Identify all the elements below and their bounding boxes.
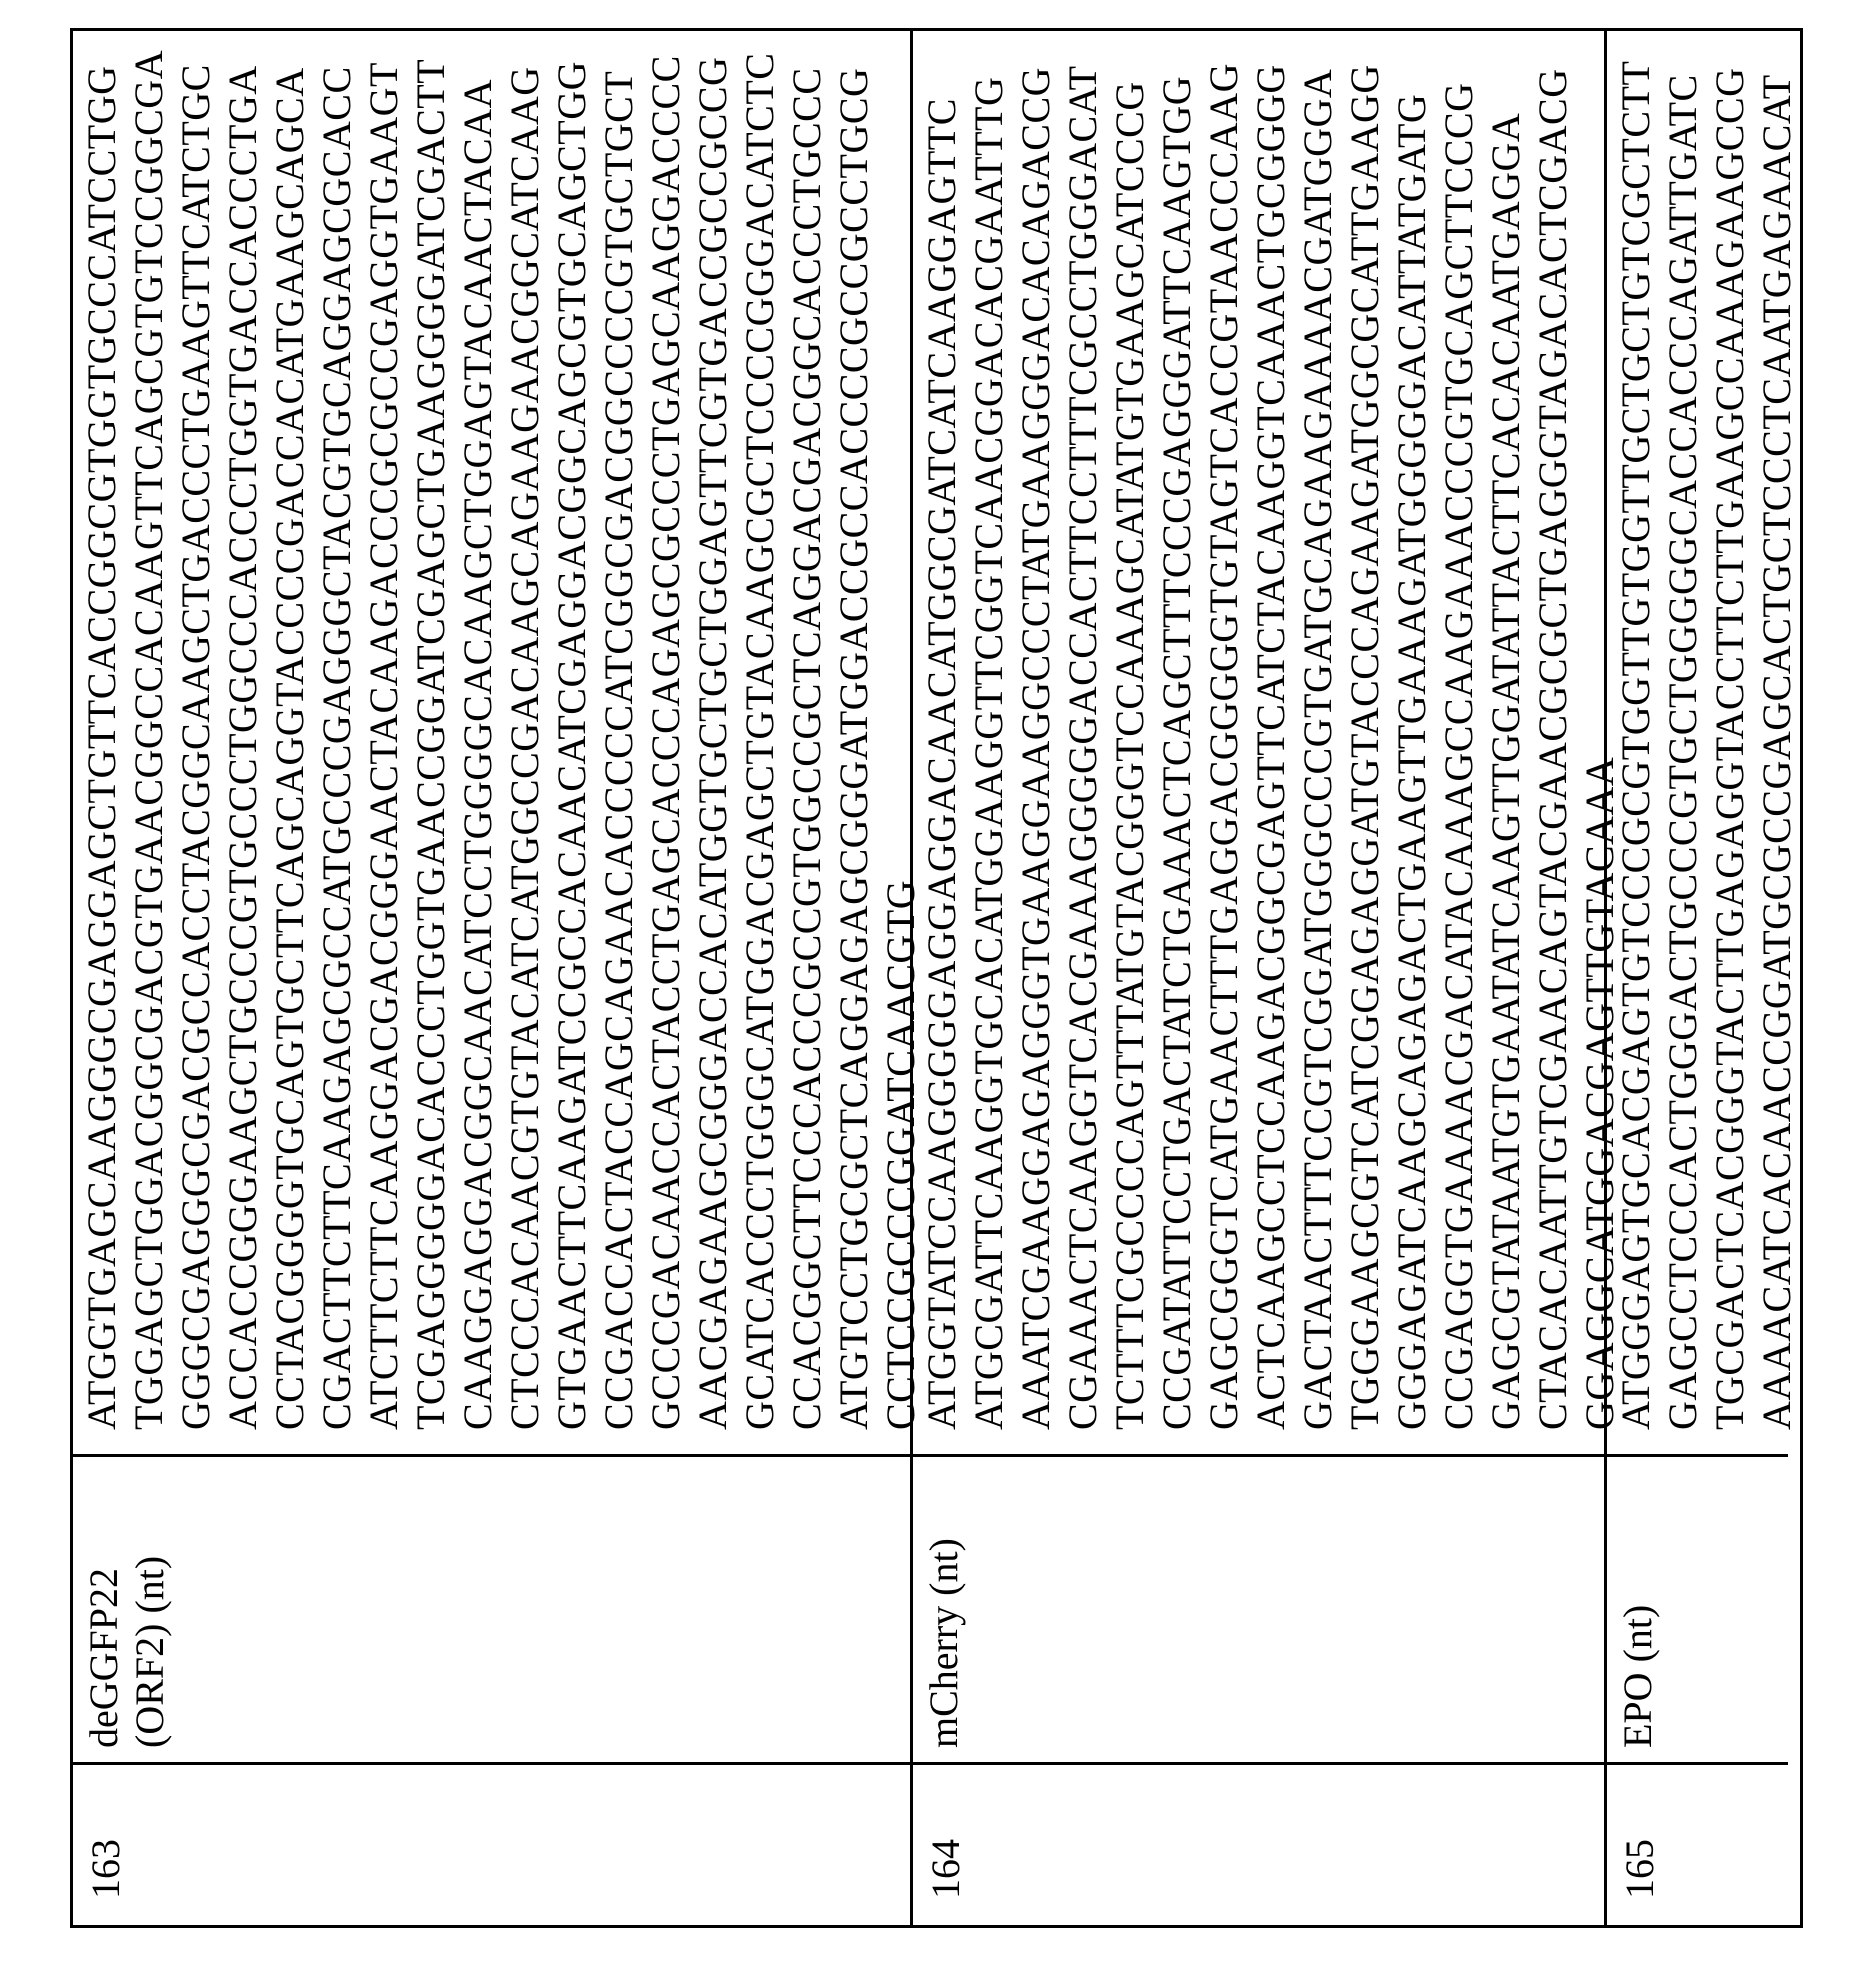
sequence-line: GCATCACCCTGGGCATGGACGAGCTGTACAAGCGCTCCCCGGGACATCTC (737, 52, 782, 1430)
sequence-line: TGGAGCTGGACGGCGACGTGAACGGCCACAAGTTCAGCGTGTCCGGCGA (126, 49, 171, 1430)
sequence-line: AAATCGAAGGAGAGGGTGAAGGAAGGCCCTATGAAGGGACACAGACCG (1013, 66, 1058, 1430)
sequence-line: CTACACAATTGTCGAACAGTACGAACGCGCTGAGGGTAGACACTCGACG (1530, 68, 1575, 1430)
sequence-line: GGAGGCATGGACGAGTTGTACAAA (1577, 756, 1622, 1430)
seq-label-cell (1607, 1454, 1788, 1762)
sequence-line: CAAGGAGGACGGCAACATCCTGGGGCACAAGCTGGAGTACAACTACAA (455, 79, 500, 1430)
seq-text-cell (1607, 31, 1799, 1454)
seq-label-cell (73, 1454, 910, 1762)
sequence-line: GAGCGGGTCATGAACTTTGAGGACGGGGGTGTAGTCACCGTAACCCAAG (1201, 63, 1246, 1430)
sequence-line: CGAAACTCAAGGTCACGAAAGGGGGACCACTTCCTTTCGCCTGGGACAT (1060, 65, 1105, 1430)
sequence-line: CCTACGGGGTGCAGTGCTTCAGCAGGTACCCCGACCACATGAAGCAGCA (267, 67, 312, 1430)
sequence-listing-table (70, 28, 1803, 1928)
sequence-line: AAAACATCACAACCGGATGCGCCGAGCACTGCTCCCTCAATGAGAACAT (1754, 74, 1799, 1430)
table-row (1604, 31, 1799, 1925)
seq-label-line: EPO (nt) (1615, 1604, 1660, 1748)
sequence-line: GAGCGTATAATGTGAATATCAAGTTGGATATTACTTCACACAATGAGGA (1483, 112, 1528, 1430)
sequence-line: TGCGACTCACGGGTACTTGAGAGGTACCTTCTTGAAGCCAAAGAAGCCG (1707, 67, 1752, 1430)
sequence-line: ATGGTATCCAAGGGGGAGGAGGACAACATGGCGATCATCAAGGAGTTC (919, 98, 964, 1430)
sequence-line: ATCTTCTTCAAGGACGACGGGAACTACAAGACCCGCGCCGAGGTGAAGT (361, 62, 406, 1430)
sequence-line: GCCCGACAACCACTACCTGAGCACCCAGAGCGCCCTGAGCAAGGACCCC (643, 55, 688, 1430)
sequence-line: AACGAGAAGCGGGACCACATGGTGCTGCTGGAGTTCGTGACCGCCGCCG (690, 56, 735, 1430)
seq-text-cell (913, 31, 1622, 1454)
sequence-line: ATGGTGAGCAAGGGCGAGGAGCTGTTCACCGGCGTGGTGCCCATCCTGG (79, 65, 124, 1430)
sequence-line: ACTCAAGCCTCCAAGACGGCGAGTTCATCTACAAGGTCAAACTGCGGGG (1248, 64, 1293, 1430)
seq-id-cell: 165 (1607, 1762, 1788, 1925)
seq-id-cell: 163 (73, 1762, 910, 1925)
sequence-line: GTGAACTTCAAGATCCGCCACAACATCGAGGACGGCAGCGTGCAGCTGG (549, 60, 594, 1430)
sequence-line: CCACGGCTTCCCACCCGCCGTGGCCGCTCAGGACGACGGCACCCTGCCC (784, 67, 829, 1430)
sequence-line: CTCCCACAACGTGTACATCATGGCCGACAAGCAGAAGAACGGCATCAAG (502, 66, 547, 1430)
sequence-line: GAGCCTCCCACTGGGACTGCCCGTGCTGGGGGCACCACCCAGATTGATC (1660, 74, 1705, 1430)
sequence-line: CCGACCACTACCAGCAGAACACCCCCATCGGCGACGGCCCCGTGCTGCT (596, 70, 641, 1430)
seq-id-cell: 164 (913, 1762, 1604, 1925)
sequence-line: TCGAGGGGGACACCCTGGTGAACCGGATCGAGCTGAAGGGGATCGACTT (408, 58, 453, 1430)
sequence-line: CGACTTCTTCAAGAGCGCCATGCCCGAGGGCTACGTGCAGGAGCGCACC (314, 66, 359, 1430)
sequence-line: ATGGGAGTGCACGAGTGTCCCGCGTGGTTGTGGTTGCTGCTGTCGCTCTT (1613, 60, 1658, 1430)
sequence-line: TCTTTCGCCCCAGTTTATGTACGGGTCCAAAGCATATGTGAAGCATCCCG (1107, 81, 1152, 1430)
table-row (73, 31, 923, 1925)
table-row (910, 31, 1622, 1925)
sequence-line: CCGATATTCCTGACTATCTGAAACTCAGCTTTCCCGAGGGATTCAAGTGG (1154, 75, 1199, 1430)
sequence-line: TGGGAAGCGTCATCGGAGAGGATGTACCCAGAAGATGGCGCATTGAAGG (1342, 64, 1387, 1430)
seq-label-cell (913, 1454, 1604, 1762)
sequence-line: CCGAGGTGAAAACGACATACAAAGCCAAGAAACCCGTGCAGCTTCCCG (1436, 82, 1481, 1430)
sequence-line: ATGCGATTCAAGGTGCACATGGAAGGTTCGGTCAACGGACACGAATTTG (966, 76, 1011, 1430)
sequence-line: ATGTCCTGCGCTCAGGAGAGCGGGATGGACCGCCACCCCGCCGCCTGCG (831, 67, 876, 1430)
seq-label-line: mCherry (nt) (921, 1538, 966, 1748)
sequence-line: ACCACCGGGAAGCTGCCCGTGCCCTGGCCCACCCTGGTGACCACCCTGA (220, 65, 265, 1430)
rotated-table-wrapper (70, 28, 1803, 1928)
sequence-line: CCTCCGCCCGGATCAACGTG (878, 879, 923, 1430)
seq-text-cell (73, 31, 923, 1454)
seq-label-line: deGGFP22 (81, 1567, 126, 1748)
seq-label-line: (ORF2) (nt) (127, 1555, 172, 1748)
sequence-line: GACTAACTTTCCGTCGGATGGGCCCGTGATGCAGAAGAAAACGATGGGA (1295, 68, 1340, 1430)
sequence-line: GGGAGATCAAGCAGAGACTGAAGTTGAAAGATGGGGGACATTATGATG (1389, 93, 1434, 1430)
sequence-line: GGGCGAGGGCGACGCCACCTACGGCAAGCTGACCCTGAAGTTCATCTGC (173, 64, 218, 1430)
